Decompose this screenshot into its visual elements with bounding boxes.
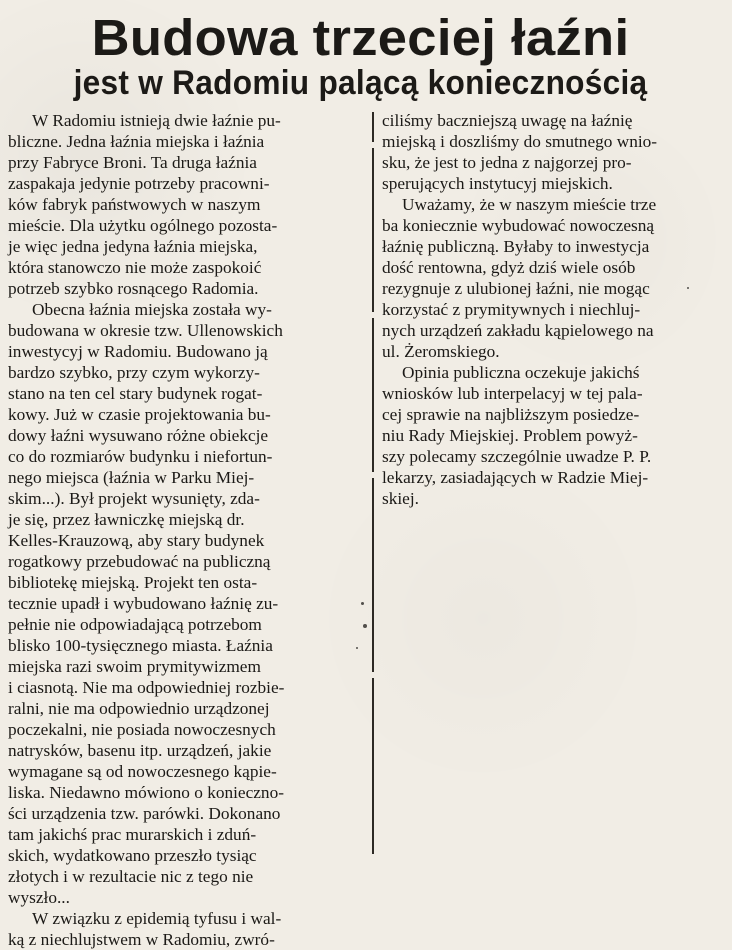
left-column-line: i ciasnotą. Nie ma odpowiedniej rozbie-	[8, 678, 285, 697]
left-column-line: miejska razi swoim prymitywizmem	[8, 657, 261, 676]
left-column-line: W związku z epidemią tyfusu i wal-	[32, 909, 282, 928]
right-column-line: lekarzy, zasiadających w Radzie Miej-	[382, 468, 649, 487]
left-column-line: dowy łaźni wysuwano różne obiekcje	[8, 426, 269, 445]
right-column-line: rezygnuje z ulubionej łaźni, nie mogąc	[382, 279, 650, 298]
left-column-line: je się, przez ławniczkę miejską dr.	[8, 510, 245, 529]
left-column-line: bibliotekę miejską. Projekt ten osta-	[8, 573, 258, 592]
right-column	[382, 110, 718, 509]
right-column-line: cej sprawie na najbliższym posiedze-	[382, 405, 640, 424]
left-column-line: co do rozmiarów budynku i niefortun-	[8, 447, 273, 466]
left-column-line: natrysków, basenu itp. urządzeń, jakie	[8, 741, 272, 760]
left-column-line: rogatkowy przebudować na publiczną	[8, 552, 271, 571]
left-column-line: stano na ten cel stary budynek rogat-	[8, 384, 263, 403]
ink-speck	[363, 624, 367, 628]
left-column-line: zaspakaja jedynie potrzeby pracowni-	[8, 174, 270, 193]
right-column-line: korzystać z prymitywnych i niechluj-	[382, 300, 641, 319]
left-column-line: je więc jedna jedyna łaźnia miejska,	[8, 237, 258, 256]
left-column-line: W Radomiu istnieją dwie łaźnie pu-	[32, 111, 281, 130]
right-column-line: szy polecamy szczególnie uwadze P. P.	[382, 447, 652, 466]
right-column-line: skiej.	[382, 489, 419, 508]
right-column-line: Opinia publiczna oczekuje jakichś	[402, 363, 640, 382]
right-column-line: ciliśmy baczniejszą uwagę na łaźnię	[382, 111, 633, 130]
right-column-line: ba koniecznie wybudować nowoczesną	[382, 216, 655, 235]
left-column-line: skim...). Był projekt wysunięty, zda-	[8, 489, 260, 508]
right-column-line: Uważamy, że w naszym mieście trze	[402, 195, 657, 214]
left-column-line: liska. Niedawno mówiono o konieczno-	[8, 783, 284, 802]
ink-speck	[356, 647, 358, 649]
ink-speck	[361, 602, 364, 605]
right-column-line: sperujących instytucyj miejskich.	[382, 174, 613, 193]
left-column-line: tecznie upadł i wybudowano łaźnię zu-	[8, 594, 279, 613]
left-column-line: wymagane są od nowoczesnego kąpie-	[8, 762, 277, 781]
left-column-line: ści urządzenia tzw. parówki. Dokonano	[8, 804, 281, 823]
left-column-line: przy Fabryce Broni. Ta druga łaźnia	[8, 153, 257, 172]
right-column-line: dość rentowna, gdyż dziś wiele osób	[382, 258, 636, 277]
left-column-line: ką z niechlujstwem w Radomiu, zwró-	[8, 930, 275, 949]
right-column-line: miejską i doszliśmy do smutnego wnio-	[382, 132, 658, 151]
right-column-line: sku, że jest to jedna z najgorzej pro-	[382, 153, 632, 172]
left-column-line: poczekalni, nie posiada nowoczesnych	[8, 720, 276, 739]
right-column-line: wniosków lub interpelacyj w tej pala-	[382, 384, 643, 403]
left-column-line: ralni, nie ma odpowiednio urządzonej	[8, 699, 270, 718]
left-column-line: potrzeb szybko rosnącego Radomia.	[8, 279, 259, 298]
ink-speck	[687, 287, 689, 289]
left-column-line: inwestycyj w Radomiu. Budowano ją	[8, 342, 268, 361]
left-column-line: wyszło...	[8, 888, 70, 907]
left-column-line: Kelles-Krauzową, aby stary budynek	[8, 531, 265, 550]
article-title: Budowa trzeciej łaźni	[91, 9, 630, 66]
left-column-line: bardzo szybko, przy czym wykorzy-	[8, 363, 260, 382]
left-column-line: pełnie nie odpowiadającą potrzebom	[8, 615, 262, 634]
left-column-line: która stanowczo nie może zaspokoić	[8, 258, 262, 277]
left-column-line: mieście. Dla użytku ogólnego pozosta-	[8, 216, 278, 235]
left-column-line: tam jakichś prac murarskich i zduń-	[8, 825, 257, 844]
left-column-line: Obecna łaźnia miejska została wy-	[32, 300, 272, 319]
right-column-line: niu Rady Miejskiej. Problem powyż-	[382, 426, 638, 445]
column-divider	[372, 112, 374, 854]
left-column-line: skich, wydatkowano przeszło tysiąc	[8, 846, 257, 865]
right-column-line: nych urządzeń zakładu kąpielowego na	[382, 321, 654, 340]
left-column-line: bliczne. Jedna łaźnia miejska i łaźnia	[8, 132, 265, 151]
article-subtitle: jest w Radomiu palącą koniecznością	[73, 64, 648, 102]
left-column-line: budowana w okresie tzw. Ullenowskich	[8, 321, 283, 340]
left-column-line: złotych i w rezultacie nic z tego nie	[8, 867, 254, 886]
left-column-line: ków fabryk państwowych w naszym	[8, 195, 261, 214]
left-column-line: nego miejsca (łaźnia w Parku Miej-	[8, 468, 255, 487]
left-column-line: kowy. Już w czasie projektowania bu-	[8, 405, 271, 424]
right-column-line: ul. Żeromskiego.	[382, 342, 500, 361]
left-column	[8, 110, 358, 950]
left-column-line: blisko 100-tysięcznego miasta. Łaźnia	[8, 636, 273, 655]
right-column-line: łaźnię publiczną. Byłaby to inwestycja	[382, 237, 650, 256]
